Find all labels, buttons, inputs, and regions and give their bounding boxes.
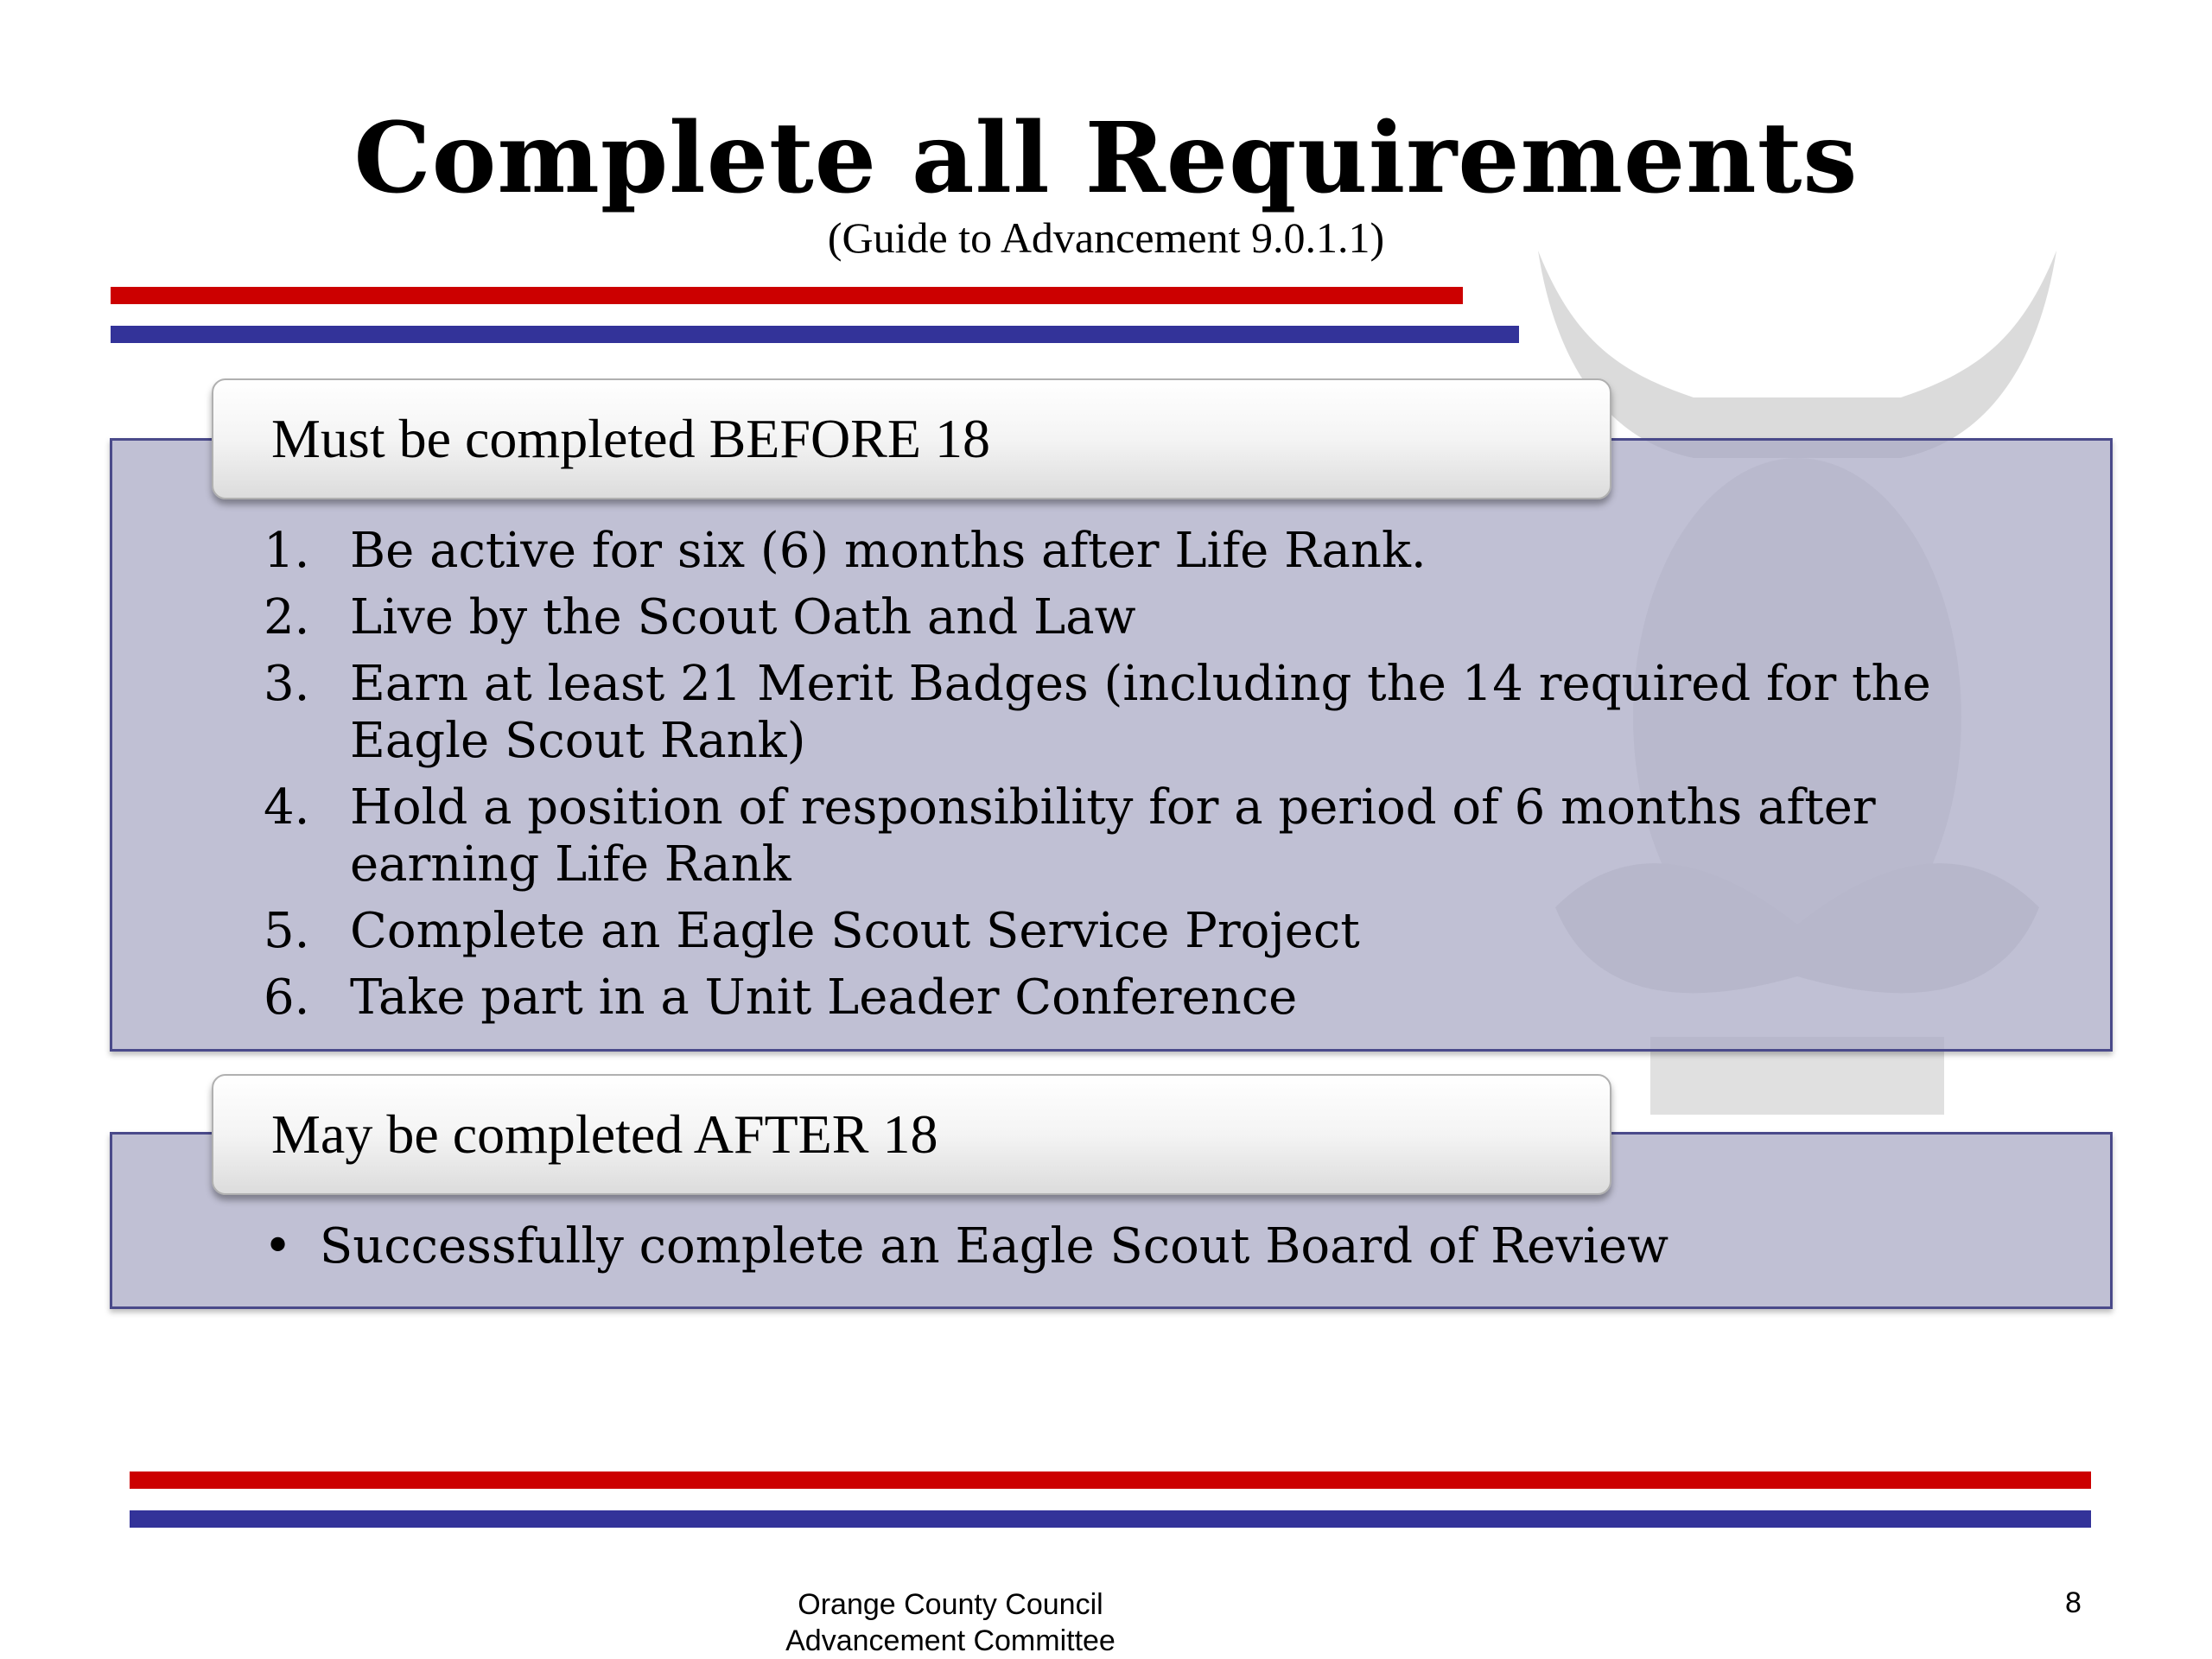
list-item — [264, 656, 1992, 770]
after-18-item — [264, 1218, 1669, 1274]
list-item-text: Hold a position of responsibility for a period of 6 months after earning Life Rank — [350, 779, 1876, 893]
list-item-text: Earn at least 21 Merit Badges (including the 14 required for the Eagle Scout Rank) — [350, 656, 1931, 769]
list-item-text: Take part in a Unit Leader Conference — [350, 969, 1298, 1026]
list-item-number: 3. — [264, 656, 310, 712]
slide-subtitle: (Guide to Advancement 9.0.1.1) — [827, 213, 1385, 262]
footer-line-1: Orange County Council — [798, 1588, 1103, 1621]
top-blue-stripe — [111, 326, 1519, 343]
bullet-icon: • — [264, 1218, 293, 1274]
list-item-text: Live by the Scout Oath and Law — [350, 589, 1136, 645]
list-item-number: 4. — [264, 779, 310, 836]
after-18-item-text: Successfully complete an Eagle Scout Board of Review — [319, 1218, 1669, 1274]
list-item-number: 2. — [264, 589, 310, 645]
list-item-text: Complete an Eagle Scout Service Project — [350, 903, 1360, 959]
list-item — [264, 779, 1992, 893]
list-item — [264, 523, 1992, 580]
before-18-header-label: Must be completed BEFORE 18 — [271, 408, 990, 469]
footer-line-2: Advancement Committee — [785, 1624, 1116, 1657]
page-number: 8 — [2065, 1586, 2082, 1619]
before-18-header — [212, 378, 1611, 499]
list-item — [264, 589, 1992, 646]
top-red-stripe — [111, 287, 1463, 304]
slide-title: Complete all Requirements — [353, 102, 1859, 215]
list-item — [264, 903, 1992, 960]
footer-organization — [605, 1586, 1296, 1659]
list-item-number: 1. — [264, 523, 310, 579]
after-18-header-label: May be completed AFTER 18 — [271, 1103, 938, 1165]
list-item-number: 6. — [264, 969, 310, 1026]
bottom-red-stripe — [130, 1471, 2091, 1489]
bottom-blue-stripe — [130, 1510, 2091, 1528]
list-item-number: 5. — [264, 903, 310, 959]
list-item-text: Be active for six (6) months after Life Rank. — [350, 523, 1427, 579]
list-item — [264, 969, 1992, 1027]
after-18-header — [212, 1074, 1611, 1195]
before-18-list — [264, 523, 1992, 1036]
